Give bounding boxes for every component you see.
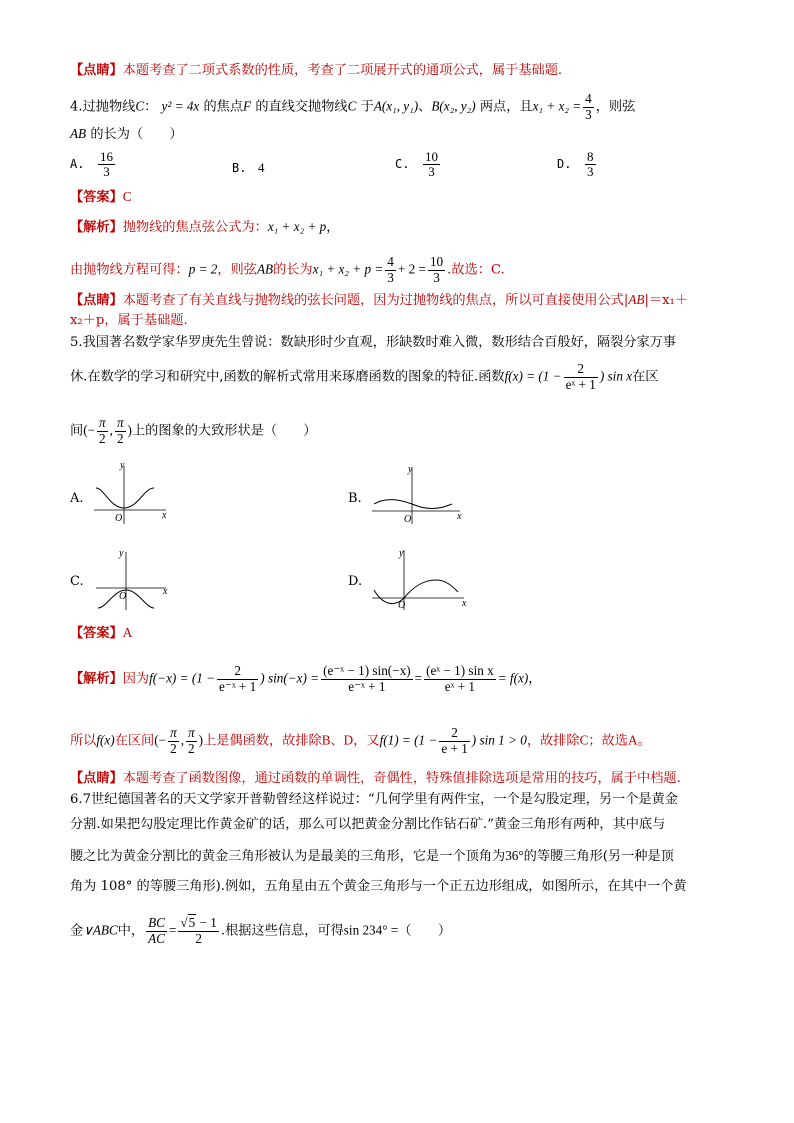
option-label: D. (557, 157, 572, 172)
q4-parabola-eq: y² = 4x (161, 98, 200, 114)
q6-line3 (70, 846, 730, 867)
frac-den: eˣ + 1 (444, 678, 476, 694)
comment-text2: |＝x₁＋ (644, 293, 688, 308)
q4-stem-g: 的长为（ ） (90, 127, 183, 142)
minus-one: − 1 (199, 915, 217, 930)
option-label: A. (70, 157, 85, 172)
graph-a-curve (96, 488, 154, 508)
q4-stem-b: 的焦点 (203, 99, 244, 115)
analysis-plus: + 2 = (397, 261, 426, 277)
option-fraction (585, 150, 596, 180)
q6-text: 中， (117, 923, 145, 939)
analysis-text: 抛物线的焦点弦公式为： (122, 220, 268, 235)
frac-den: eˣ + 1 (565, 376, 596, 392)
analysis-end: ， (326, 220, 340, 235)
option-label: B. (232, 161, 247, 175)
frac-num: π (99, 415, 106, 430)
comment-tag: 【点睛】 (70, 771, 123, 786)
x-label: x (163, 586, 168, 597)
comment-tag: 【点睛】 (70, 293, 123, 308)
q4-sum-fraction (583, 92, 594, 122)
q4-colon: ： (144, 99, 158, 115)
analysis-text: 的长为 (273, 262, 313, 278)
frac-den: 3 (585, 106, 592, 122)
q5-text: 在区 (632, 369, 659, 385)
analysis-text: 由抛物线方程可得： (70, 262, 189, 278)
frac-num: (eˣ − 1) sin x (426, 663, 494, 678)
analysis-formula: x₁ + x₂ + p (267, 219, 327, 234)
q4-answer (70, 187, 730, 208)
graph-b-curve (374, 500, 452, 509)
analysis-fx: f(x) (96, 732, 115, 748)
analysis-option-a: A (627, 732, 638, 748)
q6-degree: 36° (505, 848, 524, 863)
analysis-frac-2 (428, 255, 445, 285)
origin-label: O (115, 513, 123, 524)
graph-a (90, 460, 180, 526)
q6-line2 (70, 815, 730, 835)
q6-text: 6.7世纪德国著名的天文学家开普勒曾经这样说过：“几何学里有两件宝，一个是勾股定理，另一个是黄金 (70, 792, 678, 807)
q5-text: 间 (70, 423, 84, 439)
graph-b-label: B. (348, 491, 362, 506)
q3-comment (70, 61, 730, 81)
x-label: x (457, 511, 462, 522)
frac-num: 2 (439, 726, 469, 742)
answer-value: A (122, 625, 133, 640)
analysis-frac-3 (424, 664, 496, 694)
analysis-frac-2 (321, 664, 413, 694)
frac-num: 8 (587, 149, 594, 164)
option-fraction (98, 150, 115, 180)
analysis-options: B、D (321, 732, 354, 748)
frac-num: 2 (564, 362, 598, 378)
q4-stem-d: 于 (360, 99, 374, 115)
q4-stem-c: 的直线交抛物线 (255, 99, 348, 115)
sqrt-radicand: 5 (188, 915, 196, 930)
q6-text: .根据这些信息，可得 (220, 923, 344, 939)
comment-text: 本题考查了函数图像，通过函数的单调性，奇偶性，特殊值排除选项是常用的技巧，属于中档题. (122, 771, 681, 786)
analysis-text: ，又 (353, 733, 380, 749)
analysis-end: ， (528, 671, 542, 687)
frac-num: √5 − 1 (180, 915, 217, 930)
frac-den: e⁻ˣ + 1 (348, 678, 386, 694)
frac-num: 10 (429, 254, 444, 269)
q4-sep: 、 (418, 99, 432, 115)
graph-d-label: D. (348, 574, 363, 589)
interval-open: (− (83, 422, 96, 438)
q4-stem-e: 两点，且 (479, 99, 533, 115)
q4-option-a (70, 150, 117, 180)
frac-num: (e⁻ˣ − 1) sin(−x) (323, 663, 411, 678)
comment-ab: AB (628, 292, 645, 307)
answer-value: C (122, 189, 132, 204)
frac-den: 2 (116, 430, 124, 446)
frac-num: 4 (585, 91, 592, 106)
answer-tag: 【答案】 (70, 626, 123, 641)
frac-num: 16 (100, 149, 113, 164)
q5-stem-line3 (70, 416, 730, 446)
analysis-f1-rhs: ) sin 1 > 0 (471, 732, 527, 748)
graph-d-curve (374, 580, 458, 604)
analysis-f1: f(1) = (1 − (379, 732, 438, 748)
analysis-frac-f1 (439, 726, 469, 756)
comment-text: 本题考查了二项式系数的性质，考查了二项展开式的通项公式，属于基础题. (122, 63, 563, 78)
origin-label: O (398, 600, 406, 611)
q4-point-a: A(x₁, y₁) (373, 98, 419, 114)
analysis-text: 在区间 (114, 733, 155, 749)
frac-den: 2 (170, 740, 177, 756)
q4-option-c (395, 150, 442, 180)
q6-triangle: ∨ABC (83, 922, 118, 938)
analysis-period: 。 (637, 733, 651, 749)
q5-answer (70, 623, 730, 644)
q4-comment-line1 (70, 290, 730, 311)
q4-option-b (232, 158, 265, 179)
analysis-f2: ) sin(−x) = (260, 670, 320, 686)
frac-den: AC (148, 930, 165, 946)
option-label: C. (395, 157, 410, 172)
q6-text: 分割.如果把勾股定理比作黄金矿的话，那么可以把黄金分割比作钻石矿.”黄金三角形有两种，其中底与 (70, 817, 666, 832)
q5-analysis-line1 (70, 664, 730, 694)
q6-eq: = (168, 922, 177, 938)
q4-curve-2: C (347, 98, 357, 114)
comment-line2: x₂＋p，属于基础题. (70, 313, 188, 328)
analysis-text: ；故选 (588, 733, 628, 749)
q4-stem-a: 4.过抛物线 (70, 99, 136, 115)
interval-frac-1 (97, 416, 108, 446)
x-label: x (162, 510, 167, 521)
frac-num: π (188, 725, 195, 740)
q5-text: 上的图象的大致形状是（ ） (131, 423, 317, 439)
q5-analysis-line2 (70, 726, 730, 756)
q5-text: 5.我国著名数学家华罗庚先生曾说：数缺形时少直观，形缺数时难入微，数形结合百般好，隔裂分家万事 (70, 335, 677, 350)
interval-comma: , (109, 422, 113, 438)
analysis-p: p = 2 (188, 261, 218, 277)
analysis-chord: AB (256, 261, 274, 277)
analysis-text: ，故排除 (526, 733, 580, 749)
q6-text: （ ） (398, 923, 452, 939)
frac-den: 3 (433, 269, 440, 285)
analysis-eq: = (414, 670, 423, 686)
q4-chord: AB (70, 126, 87, 141)
frac-num: π (116, 415, 124, 430)
q5-function-rhs: ) sin x (599, 368, 633, 384)
q4-comment-line2 (70, 311, 730, 331)
analysis-f5: = f(x) (497, 670, 529, 686)
frac-den: 3 (103, 164, 110, 180)
q5-text: 休.在数学的学习和研究中,函数的解析式常用来琢磨函数的图象的特征.函数 (70, 369, 505, 385)
origin-label: O (404, 514, 412, 525)
analysis-text: 因为 (122, 671, 150, 687)
frac-num: 4 (387, 254, 394, 269)
q6-ratio-frac (146, 916, 167, 946)
graph-c (92, 546, 176, 612)
frac-den: 3 (587, 164, 594, 180)
y-label: y (119, 548, 124, 559)
frac-den: 2 (188, 740, 195, 756)
interval-open: (− (154, 732, 167, 748)
option-value: 4 (258, 160, 265, 175)
q4-point-b: B(x₂, y₂) (431, 98, 476, 114)
q6-text: 腰之比为黄金分割比的黄金三角形被认为是最美的三角形，它是一个顶角为 (70, 849, 506, 864)
q4-option-d (557, 150, 598, 180)
q5-function-frac (564, 362, 598, 392)
graph-c-label: C. (70, 574, 84, 589)
answer-tag: 【答案】 (70, 190, 123, 205)
origin-label: O (119, 591, 127, 602)
q4-stem-line1 (70, 92, 730, 122)
x-label: x (462, 598, 467, 609)
frac-den: 3 (387, 269, 394, 285)
q6-sin-expr: sin 234° = (343, 922, 399, 938)
analysis-text: 上是偶函数，故排除 (203, 733, 322, 749)
q6-text: 的等腰三角形(另一种是顶 (523, 849, 674, 864)
frac-den: 2 (195, 930, 202, 946)
frac-num: 2 (217, 664, 258, 680)
frac-den: e + 1 (441, 740, 468, 756)
q5-stem-line2 (70, 362, 730, 392)
q5-function-lhs: f(x) = (1 − (504, 368, 562, 384)
q4-stem-f: ，则弦 (595, 99, 636, 115)
frac-den: e⁻ˣ + 1 (219, 678, 257, 694)
frac-den: 3 (428, 164, 435, 180)
q6-text: 金 (70, 923, 84, 939)
frac-num: π (170, 725, 177, 740)
analysis-frac-1 (217, 664, 258, 694)
graph-b (368, 464, 468, 526)
graph-d (368, 546, 472, 612)
analysis-tag: 【解析】 (70, 671, 123, 687)
analysis-text: ，则弦 (217, 262, 257, 278)
q6-line5 (70, 916, 730, 946)
y-label: y (399, 548, 404, 559)
q4-analysis-line1 (70, 217, 730, 238)
y-label: y (120, 460, 125, 471)
q6-text: 角为 108° 的等腰三角形).例如，五角星由五个黄金三角形与一个正五边形组成，如图所示，在其中一个黄 (70, 879, 687, 894)
q6-line1 (70, 790, 730, 810)
q4-focus: F (243, 98, 252, 114)
q5-comment (70, 769, 730, 789)
q4-stem-line2 (70, 124, 730, 145)
analysis-expr: x₁ + x₂ + p = (312, 261, 384, 277)
graph-a-label: A. (70, 491, 84, 506)
frac-num: BC (148, 915, 165, 930)
interval-frac-1 (168, 726, 179, 756)
q4-curve: C (135, 98, 145, 114)
analysis-option-c: C (579, 732, 589, 748)
frac-num: 10 (425, 149, 438, 164)
analysis-end: .故选：C. (447, 262, 505, 278)
interval-close: ) (198, 732, 204, 748)
frac-den: 2 (99, 430, 106, 446)
option-fraction (423, 150, 440, 180)
analysis-tag: 【解析】 (70, 220, 123, 235)
interval-comma: , (180, 732, 184, 748)
analysis-f: f(−x) = (1 − (149, 670, 215, 686)
interval-close: ) (127, 422, 132, 438)
interval-frac-2 (115, 416, 126, 446)
y-label: y (408, 464, 413, 475)
analysis-frac-1 (385, 255, 396, 285)
comment-tag: 【点睛】 (70, 63, 123, 78)
q6-line4 (70, 877, 730, 897)
analysis-text: 所以 (70, 733, 97, 749)
q4-analysis-line2 (70, 255, 730, 285)
interval-frac-2 (186, 726, 197, 756)
q5-stem-line1 (70, 333, 730, 353)
comment-text: 本题考查了有关直线与抛物线的弦长问题，因为过抛物线的焦点，所以可直接使用公式| (122, 293, 629, 308)
q6-golden-frac (178, 916, 218, 946)
q4-sum-lhs: x₁ + x₂ = (532, 98, 582, 114)
